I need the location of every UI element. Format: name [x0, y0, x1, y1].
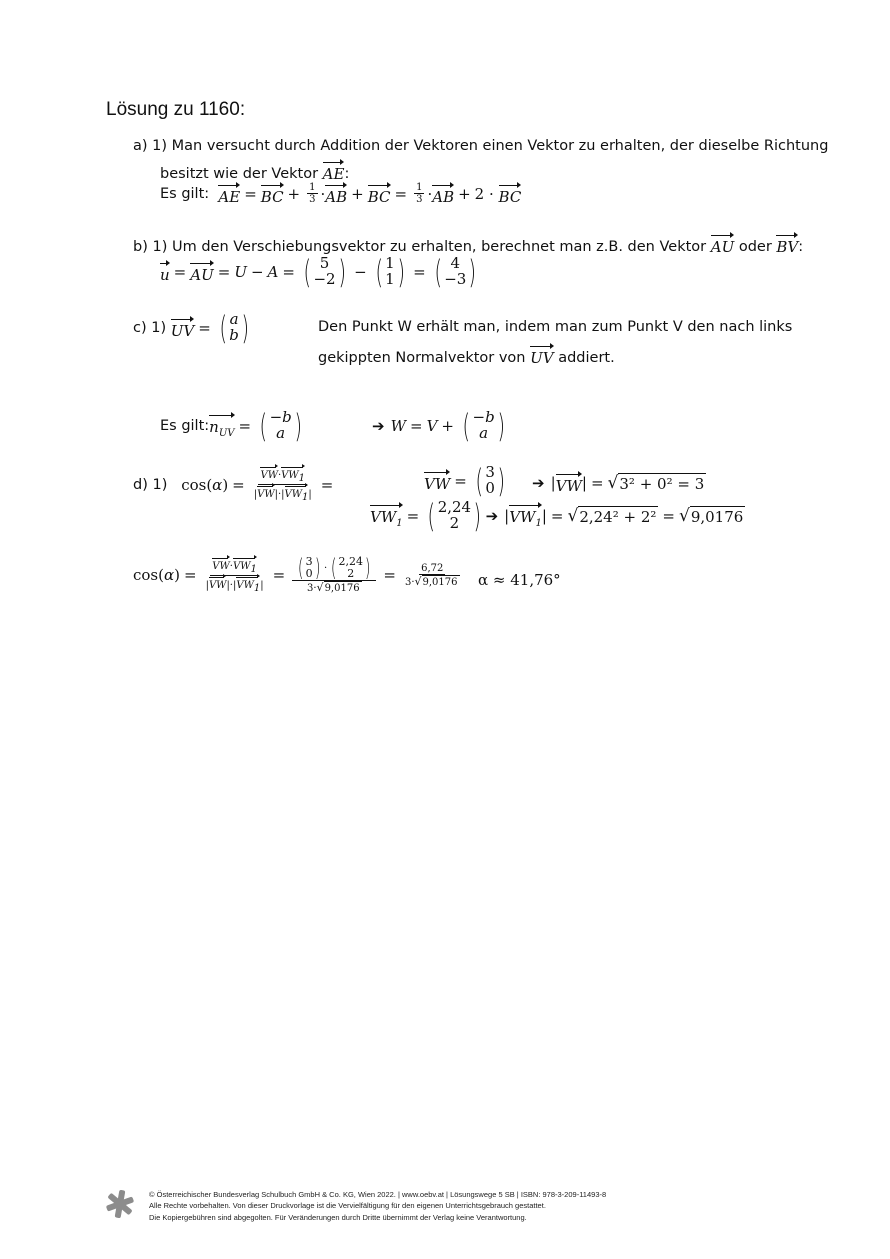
part-a-text2: besitzt wie der Vektor [160, 166, 319, 182]
arrow-right-icon: ➔ [485, 507, 499, 525]
part-d-label: d) 1) [133, 476, 168, 493]
part-c-left: c) 1) UV = ( a b ) [133, 309, 249, 347]
part-b-equation: u = AU = U − A = ( 5 −2 ) − ( 1 1 ) = ( 4 −3 ) [160, 253, 477, 291]
part-a-es-gilt: Es gilt: [160, 185, 210, 202]
part-a-line1 [133, 138, 828, 154]
part-c-normal: Es gilt: $n_{UV}$ = ( −b a ) [160, 407, 302, 445]
part-a-text: Man versucht durch Addition der Vektoren einen Vektor zu erhalten, der dieselbe Richtung [171, 138, 829, 154]
part-d-vw-abs: ➔ | VW | = √ 3² + 0² = 3 [532, 473, 705, 495]
part-c-text2: gekippten Normalvektor von UV addiert. [318, 344, 615, 366]
part-d-vw: VW = ( 3 0 ) [424, 462, 505, 500]
part-c-text2-b: addiert. [558, 350, 615, 366]
part-c-text2-a: gekippten Normalvektor von [318, 350, 526, 366]
footer-line3: Die Kopiergebühren sind abgegolten. Für Veränderungen durch Dritte übernimmt der Verlag keine Verantwortung. [149, 1212, 527, 1222]
part-a-label: a) 1) [133, 138, 168, 154]
part-d-final: cos( α ) = $\frac{VW\cdot VW_1}{|VW|\cdot|VW_1|}$ = ( 3 0 ) · ( 2,24 2 ) 3· √ 9,0176 = 6,72 3· √ 9,0176 [133, 554, 458, 594]
part-a-colon: : [344, 166, 350, 182]
part-d-vw1: $VW_1$ = ( 2,24 2 ) ➔ | $VW_1$ | = √ 2,24² + 2² = √ 9,0176 [370, 497, 744, 535]
page-title: Lösung zu 1160: [106, 99, 246, 120]
part-a-line2: besitzt wie der Vektor AE : [160, 160, 349, 182]
arrow-right-icon: ➔ [532, 474, 545, 492]
oebv-asterisk-logo-icon [104, 1188, 136, 1220]
footer [149, 1189, 606, 1223]
part-b-text: Um den Verschiebungsvektor zu erhalten, berechnet man z.B. den Vektor [171, 239, 707, 255]
part-a-equation: Es gilt: AE = BC + $\frac{1}{3}$ · AB + BC = $\frac{1}{3}$ · AB + 2 · BC [160, 182, 522, 206]
part-c-text1: Den Punkt W erhält man, indem man zum Punkt V den nach links [318, 319, 793, 335]
footer-line1: © Österreichischer Bundesverlag Schulbuch GmbH & Co. KG, Wien 2022. | www.oebv.at | Lösungswege 5 SB | ISBN: 978-3-209-11493-8 [149, 1190, 607, 1199]
part-d-cos: d) 1) cos( α ) = $\frac{VW\cdot VW_1}{|VW|\cdot|VW_1|}$ = [133, 466, 337, 503]
part-b-label: b) 1) [133, 239, 168, 255]
part-c-label: c) 1) [133, 320, 167, 336]
footer-line2: Alle Rechte vorbehalten. Von dieser Druckvorlage ist die Vervielfältigung für den eigenen Unterrichtsgebrauch gestattet. [149, 1201, 546, 1211]
part-b-line1: b) 1) Um den Verschiebungsvektor zu erhalten, berechnet man z.B. den Vektor AU oder BV : [133, 233, 803, 255]
part-d-result: α ≈ 41,76° [478, 571, 561, 589]
arrow-right-icon: ➔ [372, 417, 385, 435]
part-b-oder: oder [738, 239, 772, 255]
part-c-es-gilt: Es gilt: [160, 418, 210, 434]
part-c-result: ➔ W = V + ( −b a ) [372, 407, 505, 445]
